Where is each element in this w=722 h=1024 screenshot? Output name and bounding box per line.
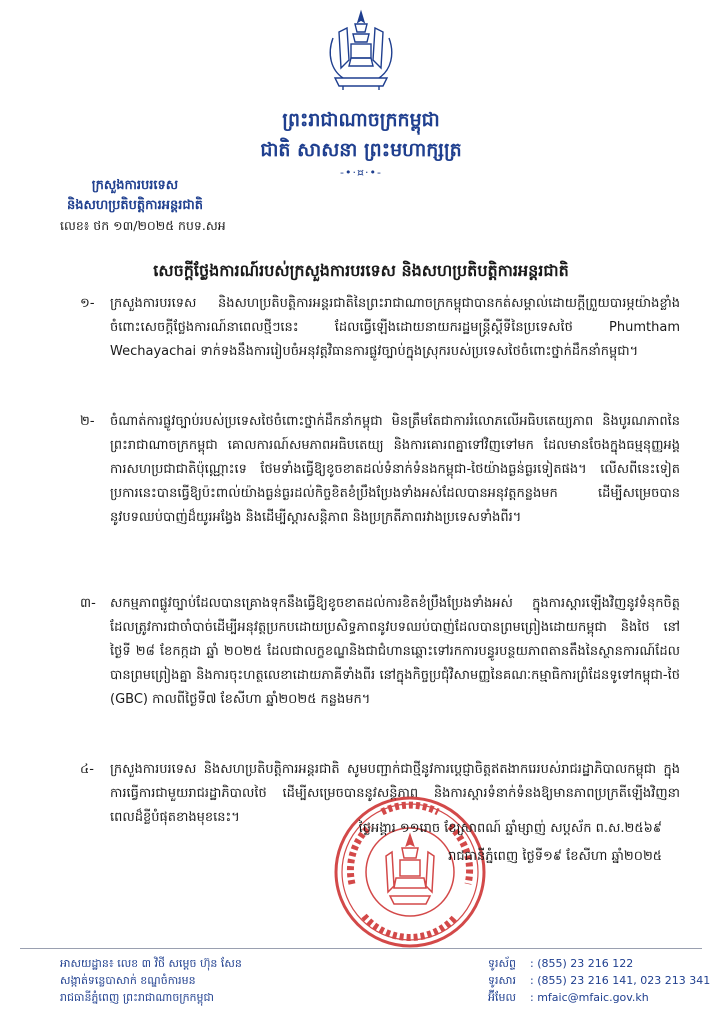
paragraph-number: ១- <box>80 296 95 311</box>
national-motto: ជាតិ សាសនា ព្រះមហាក្សត្រ <box>260 139 462 161</box>
ministry-name <box>20 176 250 216</box>
paragraph-2 <box>80 410 680 530</box>
paragraph-3 <box>80 592 680 712</box>
phone-number: : (855) 23 216 122 <box>530 957 634 970</box>
paragraph-number: ២- <box>80 414 95 429</box>
footer-address <box>60 955 242 1006</box>
royal-arms-emblem-icon <box>321 8 401 92</box>
email-address: : mfaic@mfaic.gov.kh <box>530 991 649 1004</box>
lunar-date: ថ្ងៃអង្គារ ១១រោច ខែស្រាពណ៍ ឆ្នាំម្សាញ់ សប្តស័ក ព.ស.២៥៦៩ <box>358 821 662 836</box>
paragraph-number: ៣- <box>80 596 96 611</box>
email-label: អ៊ីមែល <box>488 991 516 1004</box>
statement-title: សេចក្តីថ្លែងការណ៍របស់ក្រសួងការបរទេស និងសហប្រតិបត្តិការអន្តរជាតិ <box>153 261 569 280</box>
address-line-2: សង្កាត់ទន្លេបាសាក់ ខណ្ឌចំការមន <box>60 974 196 987</box>
paragraph-number: ៤- <box>80 762 94 777</box>
ministry-line-2: និងសហប្រតិបត្តិការអន្តរជាតិ <box>67 198 203 213</box>
paragraph-1 <box>80 292 680 364</box>
solar-date: រាជធានីភ្នំពេញ ថ្ងៃទី១៩ ខែសីហា ឆ្នាំ២០២៥ <box>448 849 662 864</box>
paragraph-text: ក្រសួងការបរទេស និងសហប្រតិបត្តិការអន្តរជាតិនៃព្រះរាជាណាចក្រកម្ពុជាបានកត់សម្គាល់ដោយក្តីព្រួយបារម្ភយ៉ាងខ្លាំងចំពោះសេចក្តីថ្លែងការណ៍នាពេលថ្មីៗនេះ ដែលធ្វើឡើងដោយនាយករដ្ឋមន្ត្រីស្តីទីនៃប្រទេសថៃ Phumtham Wechayachai ទាក់ទងនឹងការរៀបចំអនុវត្តវិធានការផ្លូវច្បាប់ក្នុងស្រុករបស់ប្រទេសថៃចំពោះថ្នាក់ដឹកនាំកម្ពុជា។ <box>110 296 680 359</box>
paragraph-text: ក្រសួងការបរទេស និងសហប្រតិបត្តិការអន្តរជាតិ សូមបញ្ជាក់ជាថ្មីនូវការប្តេជ្ញាចិត្តឥតងាករេរបស់រាជរដ្ឋាភិបាលកម្ពុជា ក្នុងការធ្វើការជាមួយរាជរដ្ឋាភិបាលថៃ ដើម្បីសម្រេចបាននូវសន្តិភាព និងការស្តារទំនាក់ទំនងឱ្យមានភាពប្រក្រតីឡើងវិញនាពេលដ៏ខ្លីបំផុតខាងមុខនេះ។ <box>110 762 680 825</box>
address-line-3: រាជធានីភ្នំពេញ ព្រះរាជាណាចក្រកម្ពុជា <box>60 991 214 1004</box>
ministry-seal-icon <box>330 792 490 952</box>
reference-number: លេខ៖ ថក ១៣/២០២៥ កបទ.សអ <box>60 218 226 233</box>
address-line-1: លេខ ៣ វិថី សម្តេច ហ៊ុន សែន <box>117 957 242 970</box>
address-label: អាសយដ្ឋាន៖ <box>60 957 114 970</box>
ministry-line-1: ក្រសួងការបរទេស <box>91 178 179 193</box>
paragraph-text: ចំណាត់ការផ្លូវច្បាប់របស់ប្រទេសថៃចំពោះថ្នាក់ដឹកនាំកម្ពុជា មិនត្រឹមតែជាការរំលោភលើអធិបតេយ្យភាព និងបូរណភាពនៃព្រះរាជាណាចក្រកម្ពុជា គោលការណ៍សមភាពអធិបតេយ្យ និងការគោរពគ្នាទៅវិញទៅមក ដែលមានចែងក្នុងធម្មនុញ្ញអង្គការសហប្រជាជាតិប៉ុណ្ណោះទេ ថែមទាំងធ្វើឱ្យខូចខាតដល់ទំនាក់ទំនងកម្ពុជា-ថៃយ៉ាងធ្ងន់ធ្ងរទៀតផង។ លើសពីនេះទៀត ប្រការនេះបានធ្វើឱ្យប៉ះពាល់យ៉ាងធ្ងន់ធ្ងរដល់កិច្ចខិតខំប្រឹងប្រែងទាំងអស់ដែលបានអនុវត្តកន្លងមក ដើម្បីសម្រេចបាននូវបទឈប់បាញ់ដ៏យូរអង្វែង និងដើម្បីស្តារសន្តិភាព និងប្រក្រតីភាពរវាងប្រទេសទាំងពីរ។ <box>110 414 680 525</box>
paragraph-text: សកម្មភាពផ្លូវច្បាប់ដែលបានគ្រោងទុកនឹងធ្វើឱ្យខូចខាតដល់ការខិតខំប្រឹងប្រែងទាំងអស់ ក្នុងការស្តារឡើងវិញនូវទំនុកចិត្ត ដែលត្រូវការជាចាំបាច់ដើម្បីអនុវត្តប្រកបដោយប្រសិទ្ធភាពនូវបទឈប់បាញ់ដែលបានព្រមព្រៀងដោយកម្ពុជា និងថៃ នៅថ្ងៃទី ២៨ ខែកក្កដា ឆ្នាំ ២០២៥ ដែលជាលក្ខខណ្ឌនិងជាជំហានឆ្ពោះទៅរកការបន្ធូរបន្ថយភាពតានតឹងនៃស្ថានការណ៍ដែលបានព្រមព្រៀងគ្នា និងការចុះហត្ថលេខាដោយភាគីទាំងពីរ នៅក្នុងកិច្ចប្រជុំវិសាមញ្ញនៃគណៈកម្មាធិការព្រំដែនទូទៅកម្ពុជា-ថៃ (GBC) កាលពីថ្ងៃទី៧ ខែសីហា ឆ្នាំ២០២៥ កន្លងមក។ <box>110 596 680 707</box>
kingdom-name: ព្រះរាជាណាចក្រកម្ពុជា <box>282 109 440 131</box>
phone-label: ទូរស័ព្ទ <box>488 957 516 970</box>
ornament-divider: -•·¤·•- <box>340 166 382 179</box>
fax-number: : (855) 23 216 141, 023 213 341 <box>530 974 711 987</box>
fax-label: ទូរសារ <box>488 974 516 987</box>
footer-divider <box>20 948 702 949</box>
footer-contact <box>488 955 710 1006</box>
